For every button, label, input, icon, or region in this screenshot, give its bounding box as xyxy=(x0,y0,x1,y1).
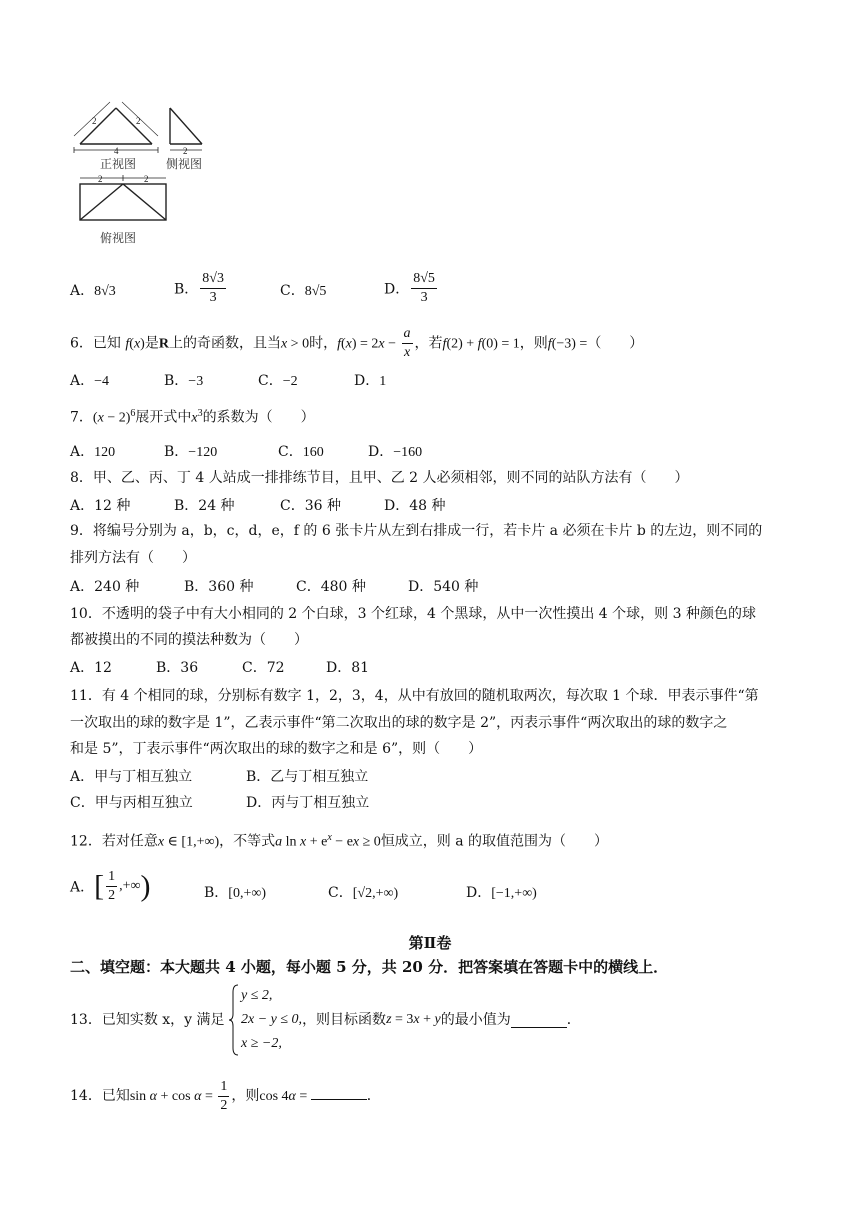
top-view-label: 俯视图 xyxy=(100,231,137,245)
q10-option-b[interactable]: B．36 xyxy=(156,660,199,676)
three-view-figure xyxy=(66,96,226,248)
q11-option-b[interactable]: B．乙与丁相互独立 xyxy=(246,769,369,785)
side-dim-bottom: 2 xyxy=(183,146,188,156)
q5-option-b-frac: $\frac{8√3}{3}$ xyxy=(202,271,224,305)
section-title: 第Ⅱ卷 xyxy=(408,934,452,952)
q11-option-d[interactable]: D．丙与丁相互独立 xyxy=(246,795,370,811)
q7-option-b[interactable]: B．−120 xyxy=(164,444,218,460)
q12-option-b[interactable]: B．[0,+∞) xyxy=(204,885,266,901)
top-dim-right: 2 xyxy=(144,174,149,184)
q8-option-b[interactable]: B．24 种 xyxy=(174,498,235,514)
q12-stem: 12．若对任意x ∈ [1,+∞)，不等式a $\ln x + e^x$ − ex ≥ 0恒成立，则 a 的取值范围为（ ） xyxy=(70,832,609,850)
q14-answer-blank[interactable] xyxy=(311,1085,367,1100)
q12-option-c[interactable]: C．[√2,+∞) xyxy=(328,885,399,901)
q5-option-c[interactable]: C．8√5 xyxy=(280,283,327,299)
q11-stem-line2: 一次取出的球的数字是 1”，乙表示事件“第二次取出的球的数字是 2”，丙表示事件“两次取出的球的数字之 xyxy=(70,715,728,731)
q6-option-b[interactable]: B．−3 xyxy=(164,373,204,389)
q7-option-c[interactable]: C．160 xyxy=(278,444,324,460)
q6-option-d[interactable]: D．1 xyxy=(354,373,387,389)
q6-option-c[interactable]: C．−2 xyxy=(258,373,298,389)
q8-stem: 8．甲、乙、丙、丁 4 人站成一排排练节目，且甲、乙 2 人必须相邻，则不同的站队方法有（ ） xyxy=(70,470,689,486)
q13-answer-blank[interactable] xyxy=(511,1013,567,1028)
q9-option-b[interactable]: B．360 种 xyxy=(184,579,254,595)
q13-constraint-3: x ≥ −2, xyxy=(241,1036,282,1051)
q11-option-c[interactable]: C．甲与丙相互独立 xyxy=(70,795,193,811)
q9-option-d[interactable]: D．540 种 xyxy=(408,579,479,595)
q7-option-d[interactable]: D．−160 xyxy=(368,444,423,460)
q5-option-d[interactable]: D． $\frac{8√5}{3}$ xyxy=(384,271,435,305)
q9-option-c[interactable]: C．480 种 xyxy=(296,579,366,595)
q8-option-a[interactable]: A．12 种 xyxy=(70,498,131,514)
q14-stem: 14．已知sin α + cos α = $\frac{1}{2}$ ，则cos 4α = ． xyxy=(70,1078,381,1113)
q11-stem-line3: 和是 5”，丁表示事件“两次取出的球的数字之和是 6”，则（ ） xyxy=(70,741,483,757)
q6-stem: 6．已知 f(x)是R上的奇函数，且当x > 0时，f(x) = 2x − $\frac{a}{x}$ ，若f(2) + f(0) = 1，则f(−3) =（ ） xyxy=(70,326,644,360)
q9-stem-line2: 排列方法有（ ） xyxy=(70,550,196,566)
q5-option-c-value: 8√5 xyxy=(304,284,327,299)
front-dim-bottom: 4 xyxy=(114,146,119,156)
q6-option-a[interactable]: A．−4 xyxy=(70,373,110,389)
q7-option-a[interactable]: A．120 xyxy=(70,444,116,460)
top-dim-left: 2 xyxy=(98,174,103,184)
q10-option-a[interactable]: A．12 xyxy=(70,660,112,676)
q9-option-a[interactable]: A．240 种 xyxy=(70,579,140,595)
q13-stem: 13．已知实数 x，y 满足 y ≤ 2, 2x − y ≤ 0, x ≥ −2, ，则目标函数z = 3x + y的最小值为 ． xyxy=(70,984,800,1056)
q9-stem-line1: 9．将编号分别为 a，b，c，d，e，f 的 6 张卡片从左到右排成一行，若卡片 a 必须在卡片 b 的左边，则不同的 xyxy=(70,523,763,539)
q5-option-a[interactable]: A．8√3 xyxy=(70,283,116,299)
q10-stem-line1: 10．不透明的袋子中有大小相同的 2 个白球，3 个红球，4 个黑球，从中一次性摸出 4 个球，则 3 种颜色的球 xyxy=(70,606,756,622)
q13-constraints xyxy=(229,984,302,1056)
q8-option-d[interactable]: D．48 种 xyxy=(384,498,446,514)
q11-option-a[interactable]: A．甲与丁相互独立 xyxy=(70,769,193,785)
q8-option-c[interactable]: C．36 种 xyxy=(280,498,341,514)
three-view-drawing xyxy=(66,96,226,248)
q13-constraint-1: y ≤ 2, xyxy=(241,988,273,1003)
q12-option-d[interactable]: D．[−1,+∞) xyxy=(466,885,537,901)
q13-constraint-2: 2x − y ≤ 0, xyxy=(241,1012,303,1027)
q10-option-d[interactable]: D．81 xyxy=(326,660,370,676)
q12-option-a[interactable]: A．[ $\frac{1}{2}$ ,+∞) xyxy=(70,869,151,903)
q10-stem-line2: 都被摸出的不同的摸法种数为（ ） xyxy=(70,632,308,648)
q5-option-b[interactable]: B． $\frac{8√3}{3}$ xyxy=(174,271,224,305)
side-view-label: 侧视图 xyxy=(166,157,203,171)
q11-stem-line1: 11．有 4 个相同的球，分别标有数字 1，2，3，4，从中有放回的随机取两次，每次取 1 个球．甲表示事件“第 xyxy=(70,688,759,704)
section-heading: 二、填空题：本大题共 4 小题，每小题 5 分，共 20 分．把答案填在答题卡中的横线上． xyxy=(70,958,669,976)
q7-stem: 7．$(x - 2)^6$展开式中$x^3$的系数为（ ） xyxy=(70,408,315,426)
front-dim-left: 2 xyxy=(92,116,97,126)
brace-icon xyxy=(229,984,239,1056)
side-view xyxy=(170,108,202,150)
front-view-label: 正视图 xyxy=(100,157,137,171)
q10-option-c[interactable]: C．72 xyxy=(242,660,285,676)
q5-option-a-value: 8√3 xyxy=(94,284,116,299)
top-view xyxy=(80,175,166,220)
front-dim-right: 2 xyxy=(136,116,141,126)
q5-option-d-frac: $\frac{8√5}{3}$ xyxy=(413,271,435,305)
